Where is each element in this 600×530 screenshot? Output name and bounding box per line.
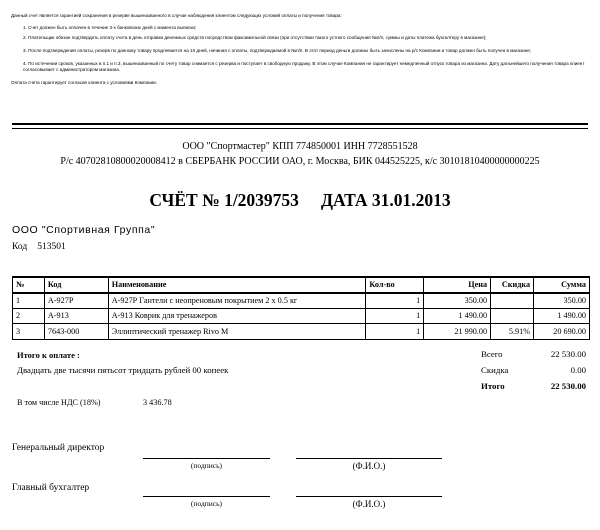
divider-thick	[12, 123, 588, 125]
header-sum: Сумма	[534, 277, 590, 293]
row-sum: 1 490.00	[534, 308, 590, 324]
row-qty: 1	[366, 293, 424, 309]
items-table	[12, 276, 590, 340]
header-price: Цена	[424, 277, 491, 293]
director-signature-caption: (подпись)	[190, 461, 223, 470]
row-num: 2	[13, 308, 45, 324]
header-name: Наименование	[108, 277, 366, 293]
amount-in-words: Двадцать две тысячи пятьсот тридцать рублей 00 копеек	[17, 365, 229, 375]
row-name: Эллиптический тренажер Rivo M	[108, 324, 366, 340]
terms-outro: Оплата счета гарантирует согласие клиента с условиями Компании.	[11, 80, 157, 85]
supplier-name: ООО "Спортмастер" КПП 774850001 ИНН 7728551528	[182, 141, 418, 152]
accountant-name-line	[296, 496, 442, 497]
discount-total-label: Скидка	[481, 365, 509, 375]
discount-total-value: 0.00	[570, 365, 586, 375]
subtotal-label: Всего	[481, 349, 503, 359]
buyer-name: ООО "Спортивная Группа"	[12, 224, 156, 236]
vat-label: В том числе НДС (18%)	[17, 398, 101, 407]
row-qty: 1	[366, 324, 424, 340]
accountant-signature-line	[143, 496, 270, 497]
grand-total-value: 22 530.00	[550, 381, 586, 391]
row-price: 350.00	[424, 293, 491, 309]
row-qty: 1	[366, 308, 424, 324]
header-discount: Скидка	[491, 277, 534, 293]
accountant-name-caption: (Ф.И.О.)	[352, 499, 386, 509]
terms-item-4: 4. По истечении сроков, указанных в п.1 и п.3, вышеназванный по счету товар снимается с резерва и поступает в свободную продажу. В этом случае Компания не гарантирует немедленный отпуск товара из магазина. Дату дальнейшего получения товара клиент согласовывает с администратором магазина.	[23, 61, 585, 72]
supplier-bank-details: Р/с 40702810800020008412 в СБЕРБАНК РОССИИ ОАО, г. Москва, БИК 044525225, к/с 30101810400000000225	[60, 156, 540, 167]
row-name: А-927Р Гантели с неопреновым покрытием 2 х 0.5 кг	[108, 293, 366, 309]
accountant-signature-caption: (подпись)	[190, 499, 223, 508]
terms-intro: Данный счет является гарантией сохранения в резерве вышеназванного в случае наблюдения клиентом следующих условий оплаты и получения товара:	[11, 13, 342, 18]
header-num: №	[13, 277, 45, 293]
accountant-role: Главный бухгалтер	[12, 483, 90, 493]
terms-item-1: 1. Счет должен быть оплачен в течение 3-х банковских дней с момента выписки;	[23, 25, 197, 30]
terms-item-3: 3. После подтверждения оплаты, резерв по данному товару продлевается на 10 дней, начиная с оплаты, подтверждаемой в №п/п. В этот период деньги должны быть зачислены на р/с Компании и товар должен быть получен в магазине;	[23, 48, 532, 53]
row-discount	[491, 308, 534, 324]
table-header-row	[13, 277, 590, 293]
row-num: 3	[13, 324, 45, 340]
header-code: Код	[44, 277, 108, 293]
invoice-terms	[11, 13, 591, 86]
buyer-code	[12, 242, 66, 252]
row-discount: 5.91%	[491, 324, 534, 340]
director-name-line	[296, 458, 442, 459]
row-code: 7643-000	[44, 324, 108, 340]
row-code: А-927Р	[44, 293, 108, 309]
grand-total-label: Итого	[481, 381, 505, 391]
header-qty: Кол-во	[366, 277, 424, 293]
row-sum: 20 690.00	[534, 324, 590, 340]
buyer-code-value: 513501	[37, 242, 66, 252]
table-row	[13, 293, 590, 309]
table-row	[13, 324, 590, 340]
total-due-label: Итого к оплате :	[17, 350, 80, 360]
buyer-code-label: Код	[12, 242, 28, 252]
divider-thin	[12, 128, 588, 129]
director-role: Генеральный директор	[12, 443, 105, 453]
vat-value: 3 436.78	[143, 398, 172, 407]
row-name: А-913 Коврик для тренажеров	[108, 308, 366, 324]
director-signature-line	[143, 458, 270, 459]
row-price: 21 990.00	[424, 324, 491, 340]
table-row	[13, 308, 590, 324]
row-price: 1 490.00	[424, 308, 491, 324]
subtotal-value: 22 530.00	[550, 349, 586, 359]
row-discount	[491, 293, 534, 309]
row-num: 1	[13, 293, 45, 309]
row-sum: 350.00	[534, 293, 590, 309]
terms-item-2: 2. Плательщик обязан подтвердить оплату счета в день отправки денежных средств посредством факсимильной связи (при отсутствии такого устного сообщения №п/п, суммы и даты платежа бухгалтеру в магазине);	[23, 35, 487, 40]
invoice-number: СЧЁТ № 1/2039753	[149, 190, 299, 210]
director-name-caption: (Ф.И.О.)	[352, 461, 386, 471]
invoice-date: ДАТА 31.01.2013	[320, 190, 451, 210]
row-code: А-913	[44, 308, 108, 324]
invoice-title	[0, 189, 600, 211]
